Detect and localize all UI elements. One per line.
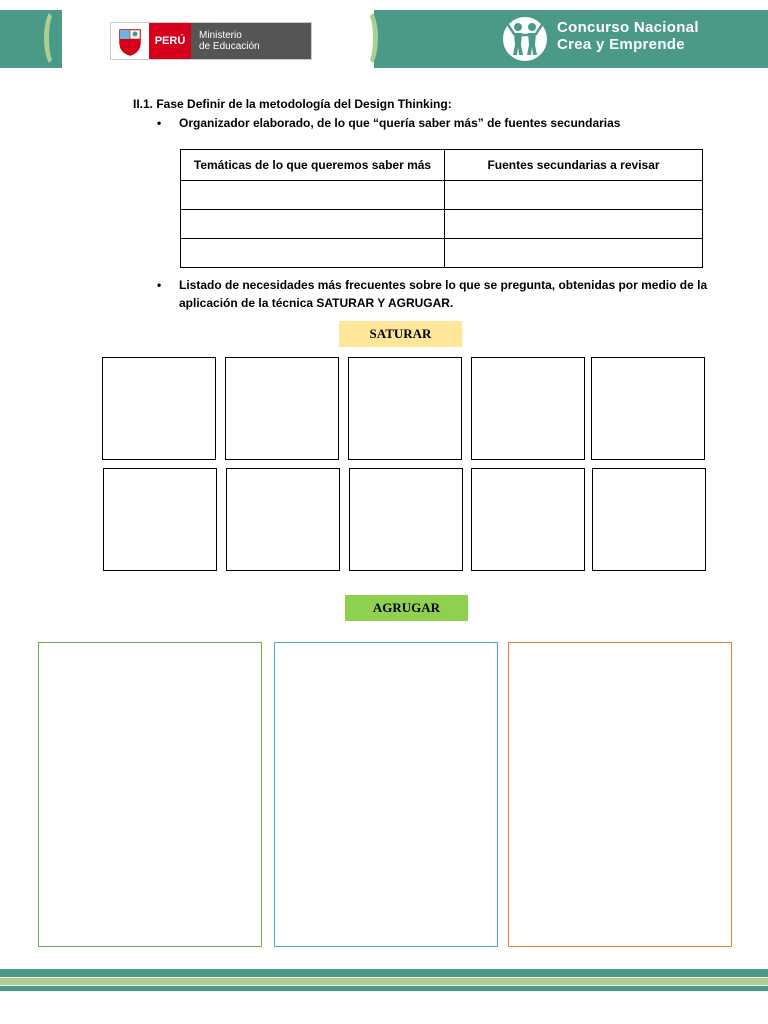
logo-country: PERÚ <box>149 23 191 59</box>
bullet-organizer-text: Organizador elaborado, de lo que “quería saber más” de fuentes secundarias <box>179 116 621 130</box>
table-cell[interactable] <box>181 210 445 239</box>
table-header-sources: Fuentes secundarias a revisar <box>445 150 703 181</box>
table-cell[interactable] <box>181 181 445 210</box>
agrugar-label: AGRUGAR <box>345 595 468 621</box>
table-row <box>181 210 703 239</box>
logo-ministry-line1: Ministerio <box>199 30 242 41</box>
saturar-box-3[interactable] <box>348 357 462 460</box>
agrugar-group-2[interactable] <box>274 642 498 947</box>
table-header-row <box>181 150 703 181</box>
table-cell[interactable] <box>181 239 445 268</box>
bullet-icon: • <box>157 116 162 130</box>
footer-band-teal <box>0 969 768 977</box>
table-cell[interactable] <box>445 210 703 239</box>
saturar-box-4[interactable] <box>471 357 585 460</box>
agrugar-group-1[interactable] <box>38 642 262 947</box>
saturar-box-6[interactable] <box>103 468 217 571</box>
saturar-box-10[interactable] <box>592 468 706 571</box>
table-header-topics: Temáticas de lo que queremos saber más <box>181 150 445 181</box>
table-cell[interactable] <box>445 181 703 210</box>
bullet-needs-text: Listado de necesidades más frecuentes sobre lo que se pregunta, obtenidas por medio de la aplicación de la técnica SATURAR Y AGRUGAR. <box>179 278 708 310</box>
table-cell[interactable] <box>445 239 703 268</box>
agrugar-group-3[interactable] <box>508 642 732 947</box>
saturar-box-8[interactable] <box>349 468 463 571</box>
table-row <box>181 181 703 210</box>
footer-band-green <box>0 978 768 985</box>
saturar-box-9[interactable] <box>471 468 585 571</box>
logo-ministry-text <box>191 23 311 59</box>
right-bracket-decoration <box>356 8 378 68</box>
saturar-box-1[interactable] <box>102 357 216 460</box>
contest-title <box>557 19 699 53</box>
section-title: II.1. Fase Definir de la metodología del Design Thinking: <box>133 97 452 111</box>
saturar-box-5[interactable] <box>591 357 705 460</box>
saturar-label: SATURAR <box>339 321 462 347</box>
logo-ministry-line2: de Educación <box>199 41 260 52</box>
contest-title-line2: Crea y Emprende <box>557 36 685 53</box>
table-row <box>181 239 703 268</box>
footer-band-teal-bottom <box>0 986 768 991</box>
secondary-sources-table <box>180 149 703 268</box>
ministry-logo <box>110 22 312 60</box>
left-bracket-decoration <box>44 8 66 68</box>
contest-title-line1: Concurso Nacional <box>557 19 699 36</box>
peru-shield-icon <box>111 23 149 59</box>
saturar-box-7[interactable] <box>226 468 340 571</box>
page-header <box>0 0 768 70</box>
bullet-icon: • <box>157 278 162 292</box>
saturar-box-2[interactable] <box>225 357 339 460</box>
kids-logo-icon <box>500 14 550 64</box>
